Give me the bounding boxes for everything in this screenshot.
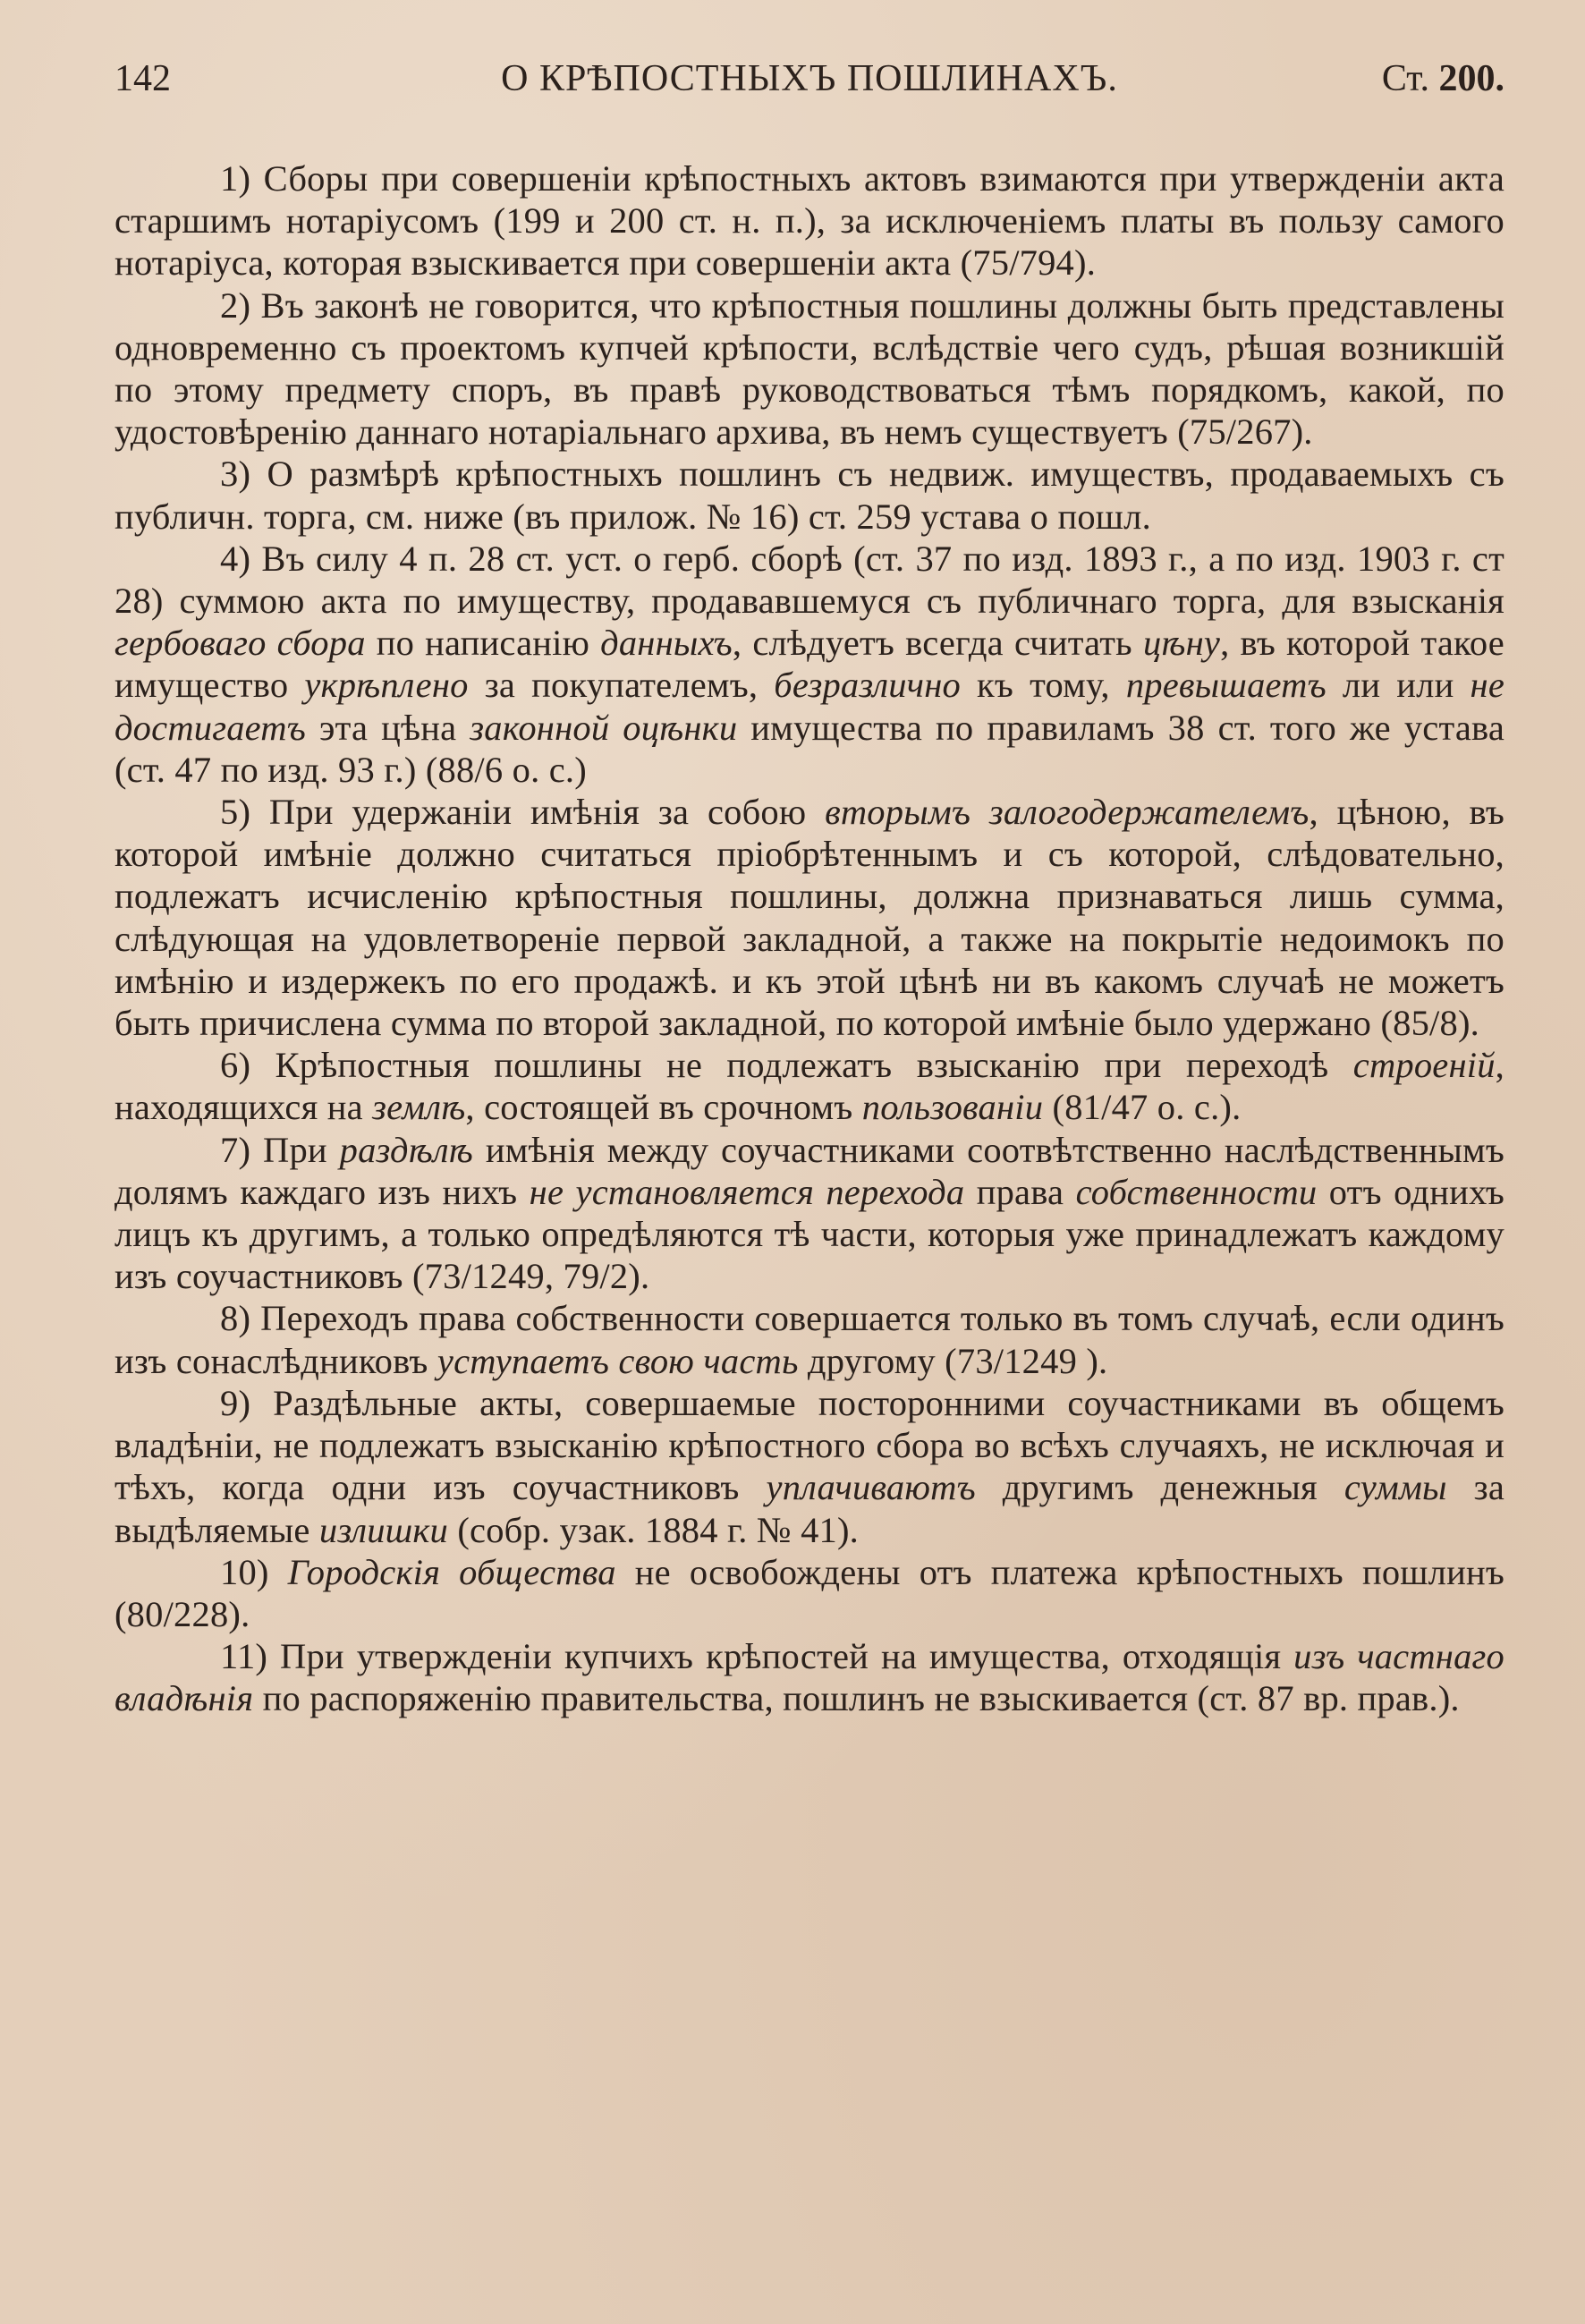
italic-term: раздѣлѣ bbox=[339, 1129, 473, 1170]
paragraph-2 bbox=[114, 284, 1504, 454]
italic-term: не достигаетъ bbox=[114, 665, 1504, 748]
paragraph-4 bbox=[114, 538, 1504, 791]
paragraph-8 bbox=[114, 1297, 1504, 1381]
paragraph-text: 8) Переходъ права собственности совершается только въ томъ случаѣ, если одинъ изъ сонаслѣдниковъ bbox=[114, 1298, 1504, 1381]
paragraph-text: 1) Сборы при совершеніи крѣпостныхъ актовъ взимаются при утвержденіи акта старшимъ нотаріусомъ (199 и 200 ст. н. п.), за исключеніемъ платы въ пользу самого нотаріуса, которая взыскивается при совершеніи акта (75/794). bbox=[114, 158, 1504, 284]
article-number: 200. bbox=[1438, 58, 1504, 99]
paragraph-text: имѣнія между соучастниками соотвѣтственно наслѣдственнымъ долямъ каждаго изъ нихъ bbox=[114, 1129, 1504, 1212]
paragraph-9 bbox=[114, 1382, 1504, 1551]
paragraph-text: , слѣдуетъ всегда считать bbox=[732, 623, 1143, 664]
italic-term: строеній bbox=[1352, 1045, 1496, 1086]
paragraph-11 bbox=[114, 1635, 1504, 1719]
paragraph-text: ли или bbox=[1326, 665, 1471, 706]
italic-term: излишки bbox=[318, 1509, 449, 1550]
paragraph-6 bbox=[114, 1044, 1504, 1128]
paragraph-text: 10) bbox=[220, 1551, 288, 1592]
italic-term: не установляется перехода bbox=[529, 1171, 965, 1212]
paragraph-text: 2) Въ законѣ не говорится, что крѣпостныя пошлины должны быть представлены одновременно съ проектомъ купчей крѣпости, вслѣдствіе чего судъ, рѣшая возникшій по этому предмету споръ, въ правѣ руководствоваться тѣмъ порядкомъ, какой, по удостовѣренію даннаго нотаріальнаго архива, въ немъ существуетъ (75/267). bbox=[114, 284, 1504, 453]
running-header bbox=[114, 52, 1504, 106]
paragraph-text: права bbox=[964, 1171, 1076, 1212]
paragraph-text: къ тому, bbox=[960, 665, 1126, 706]
italic-term: суммы bbox=[1343, 1467, 1447, 1508]
paragraph-text: имущества по правиламъ 38 ст. того же устава (ст. 47 по изд. 93 г.) (88/6 о. с.) bbox=[114, 707, 1504, 790]
paragraph-text: 11) При утвержденіи купчихъ крѣпостей на имущества, отходящія bbox=[220, 1636, 1294, 1677]
italic-term: вторымъ залогодержателемъ bbox=[825, 792, 1310, 833]
paragraph-text: , находящихся на bbox=[114, 1045, 1504, 1128]
paragraph-text: 4) Въ силу 4 п. 28 ст. уст. о герб. сборѣ (ст. 37 по изд. 1893 г., а по изд. 1903 г. ст 28) суммою акта по имуществу, продававшемуся съ публичнаго торга, для взысканія bbox=[114, 538, 1504, 622]
page-number: 142 bbox=[114, 58, 171, 99]
italic-term: законной оцѣнки bbox=[470, 707, 738, 748]
paragraph-text: 9) Раздѣльные акты, совершаемые посторонними соучастниками въ общемъ владѣніи, не подлежатъ взысканію крѣпостного сбора во всѣхъ случаяхъ, не исключая и тѣхъ, когда одни изъ соучастниковъ bbox=[114, 1382, 1504, 1508]
paragraph-1 bbox=[114, 157, 1504, 284]
paragraph-text: , состоящей въ срочномъ bbox=[465, 1087, 862, 1128]
paragraph-3 bbox=[114, 453, 1504, 537]
paragraph-5 bbox=[114, 791, 1504, 1044]
paragraph-text: по распоряженію правительства, пошлинъ не взыскивается (ст. 87 вр. прав.). bbox=[253, 1678, 1460, 1719]
italic-term: укрѣплено bbox=[304, 665, 469, 706]
italic-term: уплачиваютъ bbox=[766, 1467, 976, 1508]
italic-term: безразлично bbox=[774, 665, 961, 706]
article-reference bbox=[1382, 52, 1504, 106]
paragraph-text: за покупателемъ, bbox=[468, 665, 775, 706]
paragraph-text: 7) При bbox=[220, 1129, 340, 1170]
italic-term: уступаетъ свою часть bbox=[437, 1340, 799, 1381]
italic-term: Городскія общества bbox=[287, 1551, 616, 1592]
page-body bbox=[114, 157, 1504, 1720]
italic-term: изъ частнаго владѣнія bbox=[114, 1636, 1504, 1719]
italic-term: пользованіи bbox=[861, 1087, 1044, 1128]
paragraph-text: 3) О размѣрѣ крѣпостныхъ пошлинъ съ недвиж. имуществъ, продаваемыхъ съ публичн. торга, см. ниже (въ прилож. № 16) ст. 259 устава о пошл. bbox=[114, 454, 1504, 537]
italic-term: гербоваго сбора bbox=[114, 623, 366, 664]
paragraph-text: другимъ денежныя bbox=[975, 1467, 1344, 1508]
paragraph-text: не освобождены отъ платежа крѣпостныхъ пошлинъ (80/228). bbox=[114, 1551, 1504, 1634]
italic-term: превышаетъ bbox=[1125, 665, 1326, 706]
italic-term: цѣну bbox=[1142, 623, 1221, 664]
italic-term: собственности bbox=[1075, 1171, 1318, 1212]
paragraph-text: отъ однихъ лицъ къ другимъ, а только опредѣляются тѣ части, которыя уже принадлежатъ каждому изъ соучастниковъ (73/1249, 79/2). bbox=[114, 1171, 1504, 1297]
paragraph-text: 5) При удержаніи имѣнія за собою bbox=[220, 792, 826, 833]
paragraph-text: эта цѣна bbox=[305, 707, 470, 748]
paragraph-10 bbox=[114, 1551, 1504, 1635]
paragraph-text: , въ которой такое имущество bbox=[114, 623, 1504, 706]
paragraph-text: за выдѣляемые bbox=[114, 1467, 1504, 1550]
article-prefix: Ст. bbox=[1381, 58, 1439, 99]
italic-term: данныхъ bbox=[600, 623, 733, 664]
paragraph-7 bbox=[114, 1129, 1504, 1298]
paragraph-text: , цѣною, въ которой имѣніе должно считаться пріобрѣтеннымъ и съ которой, слѣдовательно, подлежатъ исчисленію крѣпостныя пошлины, должна признаваться лишь сумма, слѣдующая на удовлетвореніе первой закладной, а также на покрытіе недоимокъ по имѣнію и издержекъ по его продажѣ. и къ этой цѣнѣ ни въ какомъ случаѣ не можетъ быть причислена сумма по второй закладной, по которой имѣніе было удержано (85/8). bbox=[114, 792, 1504, 1044]
paragraph-text: по написанію bbox=[365, 623, 601, 664]
paragraph-text: другому (73/1249 ). bbox=[798, 1340, 1108, 1381]
running-title: О КРѢПОСТНЫХЪ ПОШЛИНАХЪ. bbox=[501, 58, 1118, 99]
paragraph-text: (81/47 о. с.). bbox=[1043, 1087, 1242, 1128]
paragraph-text: 6) Крѣпостныя пошлины не подлежатъ взысканію при переходѣ bbox=[220, 1045, 1353, 1086]
paragraph-text: (собр. узак. 1884 г. № 41). bbox=[448, 1509, 860, 1550]
italic-term: землѣ bbox=[372, 1087, 466, 1128]
